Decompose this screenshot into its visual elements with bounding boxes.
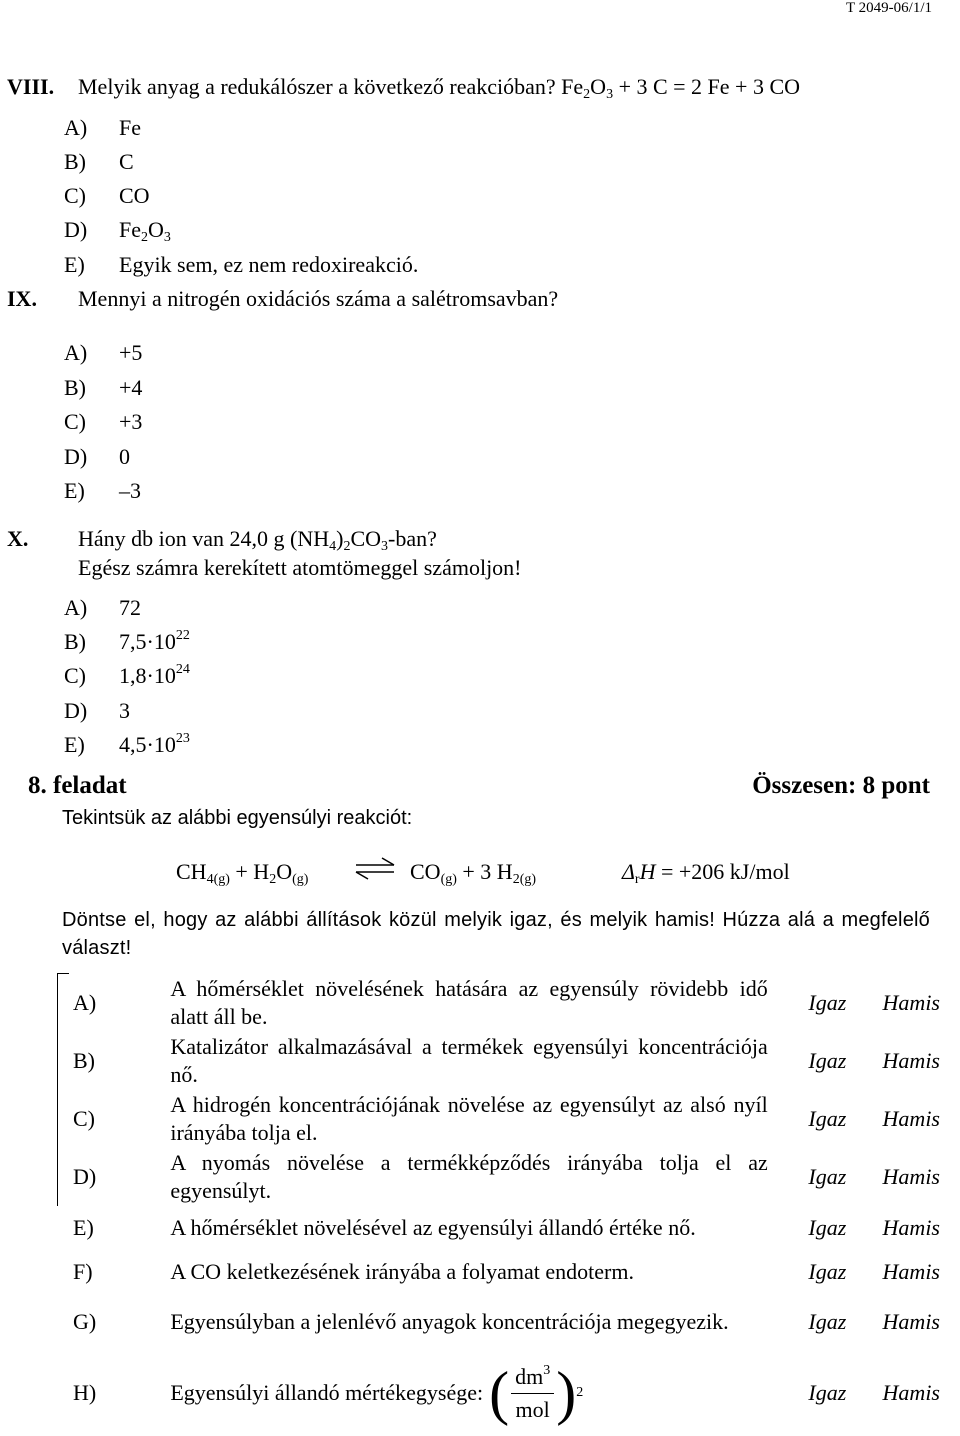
false-option[interactable]: Hamis [882,1164,940,1189]
statement-text: Egyensúlyban a jelenlévő anyagok koncentrációja megegyezik. [170,1309,729,1334]
option-text: –3 [119,478,141,503]
option-label: C) [64,409,86,434]
statement-text: A hidrogén koncentrációjának növelése az egyensúlyt az alsó nyíl irányába tolja el. [170,1092,768,1145]
question-8-text: Melyik anyag a redukálószer a következő reakcióban? $Fe_2O_3 + 3$ C = 2 Fe + 3 CO [78,74,801,102]
question-number: IX. [7,286,37,311]
true-option[interactable]: Igaz [808,1106,847,1131]
option-label: A) [64,340,88,365]
true-option[interactable]: Igaz [808,1309,847,1334]
statement-row [57,1032,948,1090]
option-text: 0 [119,444,130,469]
true-option[interactable]: Igaz [808,1380,847,1405]
option-text: $1,8\cdot 10^{24}$ [119,662,190,688]
option-label: D) [64,444,88,469]
statement-row [57,1250,948,1294]
statement-text: A hőmérséklet növelésének hatására az egyensúly rövidebb idő alatt áll be. [170,976,768,1029]
statement-text: A nyomás növelése a termékképződés irányába tolja el az egyensúlyt. [170,1150,768,1203]
statement-label: A) [73,990,97,1015]
option-label: A) [64,595,88,620]
statement-text: Katalizátor alkalmazásával a termékek egyensúlyi koncentrációja nő. [170,1034,768,1087]
true-option[interactable]: Igaz [808,1164,847,1189]
equilibrium-arrow-icon [354,856,396,880]
option-label: B) [64,149,86,174]
option-text: CO [119,183,150,208]
reaction-right: $CO_{(g)} + 3$ $H_{2(g)}$ [410,859,537,887]
true-option[interactable]: Igaz [808,990,847,1015]
option-label: E) [64,732,85,757]
statement-label: D) [73,1164,97,1189]
false-option[interactable]: Hamis [882,1048,940,1073]
statement-label: E) [73,1215,94,1240]
statement-row [57,974,948,1032]
true-option[interactable]: Igaz [808,1259,847,1284]
option-text: +5 [119,340,143,365]
page-code: T 2049-06/1/1 [846,0,932,16]
statement-label: G) [73,1309,97,1334]
statement-label: H) [73,1380,97,1405]
option-text: C [119,149,134,174]
reaction-left: $CH_{4(g)} + H_2O_{(g)}$ [176,859,309,887]
question-number: VIII. [7,74,55,99]
right-parenthesis: ) [556,1360,577,1426]
statement-text: Egyensúlyi állandó mértékegysége: ( $dm^3$ mol ) 2 [170,1360,584,1426]
question-10-hint: Egész számra kerekített atomtömeggel számoljon! [78,555,522,580]
option-text: $Fe_2O_3$ [119,217,171,245]
false-option[interactable]: Hamis [882,1309,940,1334]
option-text: +3 [119,409,143,434]
option-label: A) [64,115,88,140]
statement-text: A hőmérséklet növelésével az egyensúlyi állandó értéke nő. [170,1215,696,1240]
option-text: $7,5\cdot 10^{22}$ [119,628,190,654]
statement-label: C) [73,1106,95,1131]
option-text: Fe [119,115,141,140]
option-text: 72 [119,595,141,620]
option-label: B) [64,375,86,400]
false-option[interactable]: Hamis [882,990,940,1015]
statements-table [57,974,948,1436]
option-label: D) [64,217,88,242]
true-option[interactable]: Igaz [808,1215,847,1240]
task-total-points: Összesen: 8 pont [752,772,930,799]
task-instruction: Döntse el, hogy az alábbi állítások közül melyik igaz, és melyik hamis! Húzza alá a megfelelő választ! [62,909,930,959]
question-9 [7,286,37,312]
reaction-enthalpy: $\Delta_rH = +206$ kJ/mol [622,859,790,887]
statement-text: A CO keletkezésének irányába a folyamat endoterm. [170,1259,634,1284]
statement-row [57,1350,948,1436]
option-label: C) [64,663,86,688]
option-label: C) [64,183,86,208]
option-text: $4,5\cdot 10^{23}$ [119,731,190,757]
statement-row [57,1090,948,1148]
question-8 [7,74,54,100]
true-option[interactable]: Igaz [808,1048,847,1073]
option-text: 3 [119,698,130,723]
question-9-text: Mennyi a nitrogén oxidációs száma a salétromsavban? [78,286,559,311]
task-intro: Tekintsük az alábbi egyensúlyi reakciót: [62,807,413,829]
statement-row [57,1148,948,1206]
statement-row [57,1294,948,1350]
option-label: B) [64,629,86,654]
option-text: Egyik sem, ez nem redoxireakció. [119,252,419,277]
question-10 [7,526,28,552]
statement-label: B) [73,1048,95,1073]
false-option[interactable]: Hamis [882,1380,940,1405]
unit-fraction: $dm^3$ mol [511,1361,554,1426]
statement-label: F) [73,1259,93,1284]
left-parenthesis: ( [489,1360,510,1426]
question-10-text: Hány db ion van 24,0 g $(NH_4)_2CO_3$-ban? [78,526,437,554]
false-option[interactable]: Hamis [882,1259,940,1284]
option-text: +4 [119,375,143,400]
question-number: X. [7,526,29,551]
false-option[interactable]: Hamis [882,1215,940,1240]
option-label: E) [64,252,85,277]
option-label: D) [64,698,88,723]
false-option[interactable]: Hamis [882,1106,940,1131]
task-title: 8. feladat [28,772,127,799]
statement-row [57,1206,948,1250]
option-label: E) [64,478,85,503]
